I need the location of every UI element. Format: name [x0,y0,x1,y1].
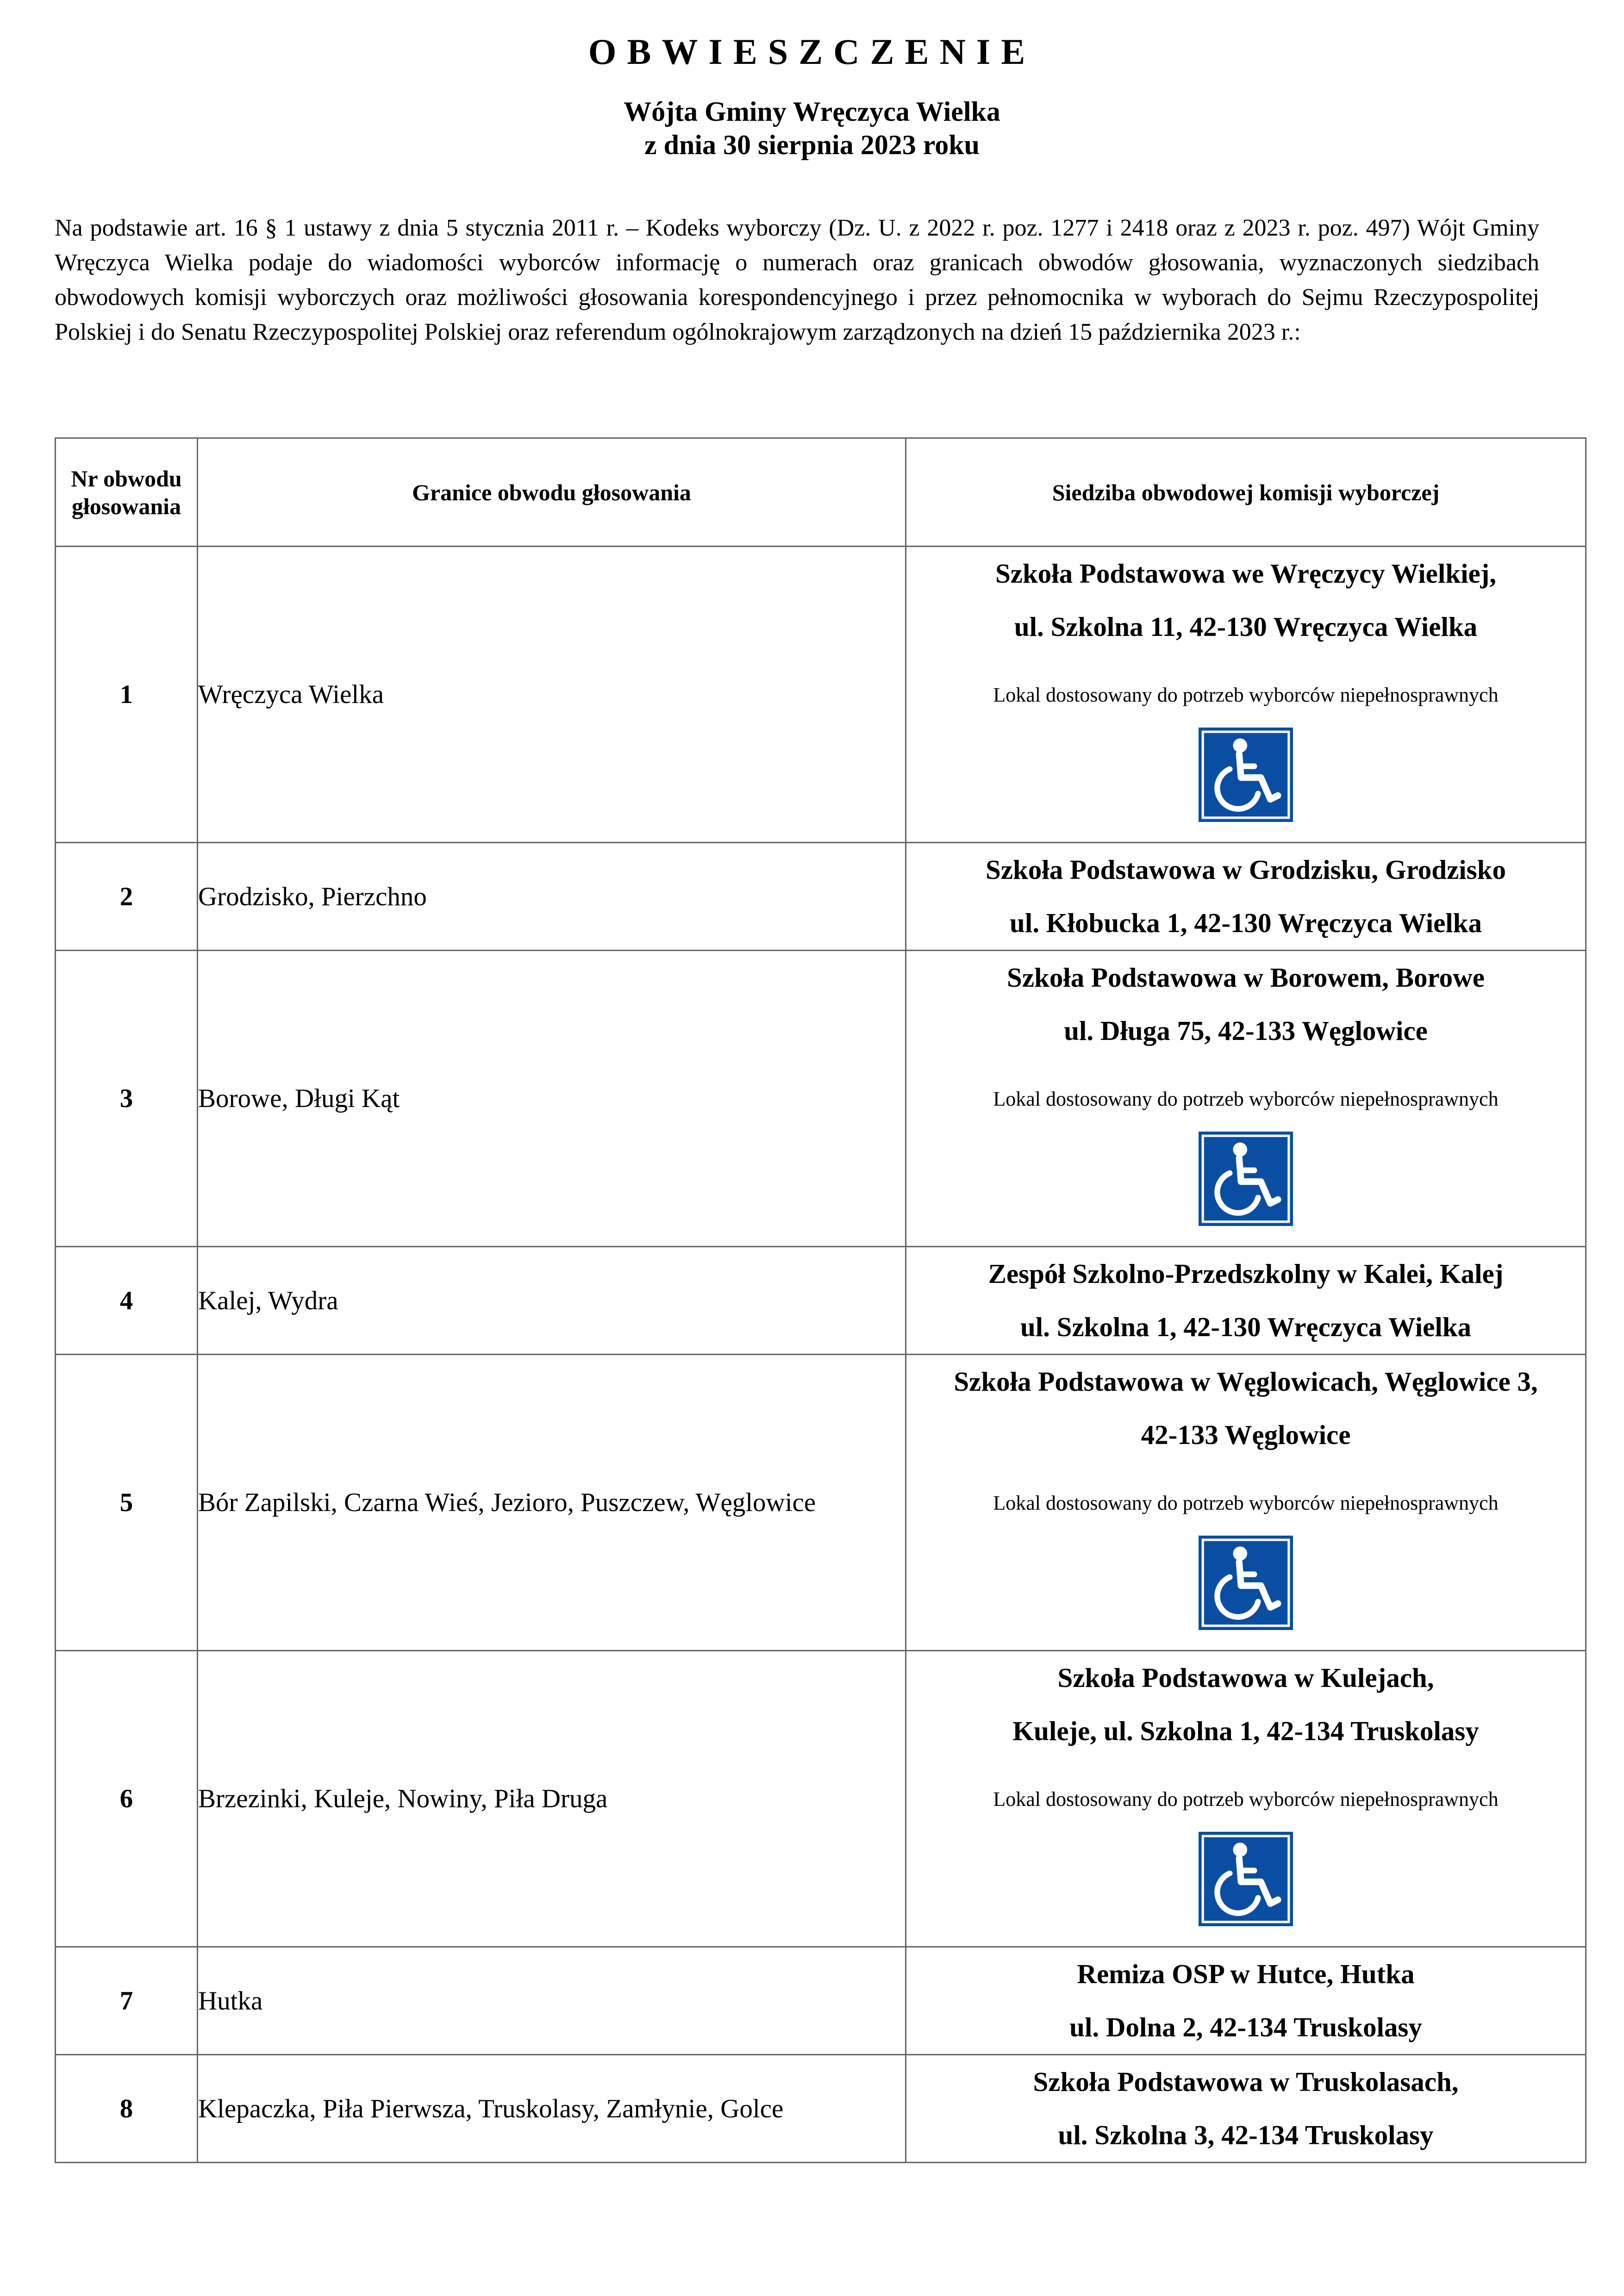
seat-address: ul. Szkolna 1, 42-130 Wręczyca Wielka [1020,1312,1472,1342]
seat-address: ul. Szkolna 3, 42-134 Truskolasy [1058,2120,1434,2150]
accessibility-note: Lokal dostosowany do potrzeb wyborców niepełnosprawnych [993,684,1499,706]
table-row [56,843,1586,951]
accessibility-note: Lokal dostosowany do potrzeb wyborców niepełnosprawnych [993,1788,1499,1811]
table-row [56,1247,1586,1355]
seat-name: Zespół Szkolno-Przedszkolny w Kalei, Kalej [988,1258,1504,1289]
seat-address: ul. Długa 75, 42-133 Węglowice [1064,1015,1428,1046]
table-row [56,1651,1586,1947]
table-row [56,2055,1586,2163]
commission-seat [906,843,1586,951]
commission-seat [906,951,1586,1247]
header-siedziba: Siedziba obwodowej komisji wyborczej [906,438,1586,547]
district-number: 5 [56,1355,198,1651]
seat-name: Remiza OSP w Hutce, Hutka [1077,1959,1415,1989]
table-row [56,1355,1586,1651]
page-title: OBWIESZCZENIE [588,31,1036,72]
wheelchair-accessibility-icon [1199,1132,1293,1226]
header-granice: Granice obwodu głosowania [198,438,906,547]
district-number: 3 [56,951,198,1247]
district-boundaries: Kalej, Wydra [198,1247,906,1355]
seat-name: Szkoła Podstawowa w Grodzisku, Grodzisko [986,854,1506,885]
district-number: 1 [56,547,198,843]
header-nr [56,438,198,547]
seat-name: Szkoła Podstawowa w Truskolasach, [1033,2066,1459,2097]
district-boundaries: Klepaczka, Piła Pierwsza, Truskolasy, Zamłynie, Golce [198,2055,906,2163]
commission-seat [906,2055,1586,2163]
header-nr-line1: Nr obwodu [71,465,182,492]
subtitle-date: z dnia 30 sierpnia 2023 roku [644,130,980,160]
table-row [56,951,1586,1247]
district-boundaries: Grodzisko, Pierzchno [198,843,906,951]
district-boundaries: Borowe, Długi Kąt [198,951,906,1247]
header-nr-line2: głosowania [71,493,181,519]
table-header-row [56,438,1586,547]
seat-address: ul. Szkolna 11, 42-130 Wręczyca Wielka [1014,611,1478,642]
table-row [56,547,1586,843]
commission-seat [906,1355,1586,1651]
district-boundaries: Brzezinki, Kuleje, Nowiny, Piła Druga [198,1651,906,1947]
accessibility-note: Lokal dostosowany do potrzeb wyborców niepełnosprawnych [993,1492,1499,1514]
seat-name: Szkoła Podstawowa w Borowem, Borowe [1007,962,1485,993]
subtitle-issuer: Wójta Gminy Wręczyca Wielka [624,96,1000,127]
commission-seat [906,1651,1586,1947]
district-number: 4 [56,1247,198,1355]
seat-address: 42-133 Węglowice [1141,1419,1351,1450]
district-boundaries: Bór Zapilski, Czarna Wieś, Jezioro, Puszczew, Węglowice [198,1355,906,1651]
district-boundaries: Hutka [198,1947,906,2055]
accessibility-note: Lokal dostosowany do potrzeb wyborców niepełnosprawnych [993,1088,1499,1110]
wheelchair-accessibility-icon [1199,1832,1293,1926]
wheelchair-accessibility-icon [1199,1536,1293,1630]
intro-paragraph: Na podstawie art. 16 § 1 ustawy z dnia 5 stycznia 2011 r. – Kodeks wyborczy (Dz. U. z 2022 r. poz. 1277 i 2418 oraz z 2023 r. poz. 497) Wójt Gminy Wręczyca Wielka podaje do wiadomości wyborców informację o numerach oraz granicach obwodów głosowania, wyznaczonych siedzibach obwodowych komisji wyborczych oraz możliwości głosowania korespondencyjnego i przez pełnomocnika w wyborach do Sejmu Rzeczypospolitej Polskiej i do Senatu Rzeczypospolitej Polskiej oraz referendum ogólnokrajowym zarządzonych na dzień 15 października 2023 r.: [55,215,1539,345]
wheelchair-accessibility-icon [1199,728,1293,822]
seat-name: Szkoła Podstawowa w Kulejach, [1057,1662,1434,1693]
table-row [56,1947,1586,2055]
commission-seat [906,1247,1586,1355]
commission-seat [906,1947,1586,2055]
district-number: 7 [56,1947,198,2055]
seat-name: Szkoła Podstawowa w Węglowicach, Węglowice 3, [954,1366,1538,1397]
district-number: 8 [56,2055,198,2163]
subtitle [0,95,1624,162]
seat-address: Kuleje, ul. Szkolna 1, 42-134 Truskolasy [1012,1716,1479,1746]
polling-districts-table [55,437,1587,2163]
seat-address: ul. Dolna 2, 42-134 Truskolasy [1069,2012,1422,2042]
seat-name: Szkoła Podstawowa we Wręczycy Wielkiej, [995,558,1497,589]
district-number: 2 [56,843,198,951]
commission-seat [906,547,1586,843]
seat-address: ul. Kłobucka 1, 42-130 Wręczyca Wielka [1010,908,1482,938]
district-number: 6 [56,1651,198,1947]
district-boundaries: Wręczyca Wielka [198,547,906,843]
